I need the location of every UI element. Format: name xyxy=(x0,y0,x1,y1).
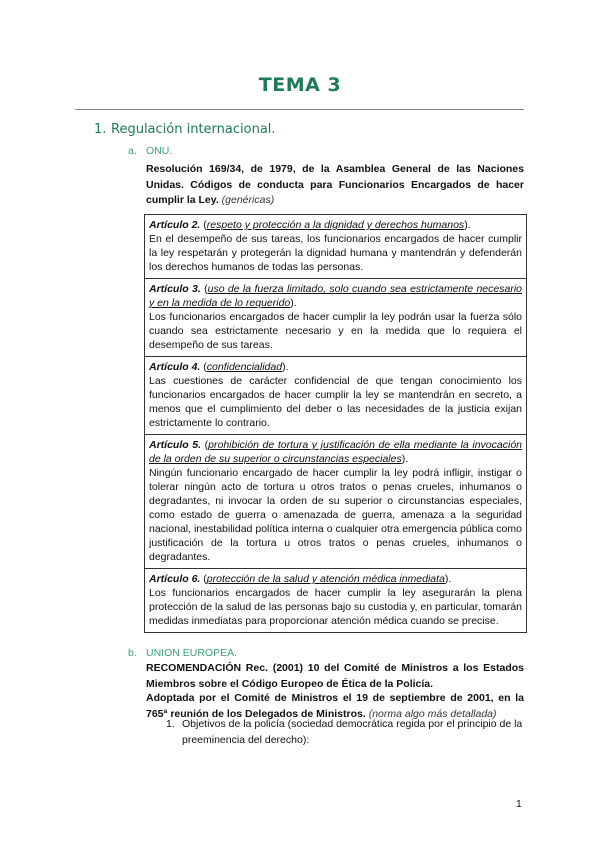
articles-table xyxy=(144,214,527,633)
ue-list-item xyxy=(166,717,524,748)
article-box: Artículo 3. (uso de la fuerza limitado, solo cuando sea estrictamente necesario y en la medida de lo requerido). Los funcionarios encargados de hacer cumplir la ley podrán usar la fuerza sólo cuando sea estrictamente necesario y en la medida que lo requiera el desempeño de sus tareas. xyxy=(145,279,526,357)
onu-intro-note: (genéricas) xyxy=(221,194,275,206)
subsection-letter: a. xyxy=(128,145,137,157)
subsection-ue-heading xyxy=(128,647,237,659)
article-box: Artículo 2. (respeto y protección a la dignidad y derechos humanos). En el desempeño de sus tareas, los funcionarios encargados de hacer cumplir la ley respetarán y protegerán la dignidad humana y mantendrán y defenderán los derechos humanos de todas las personas. xyxy=(145,215,526,279)
section-heading xyxy=(94,122,276,137)
article-text: Los funcionarios encargados de hacer cumplir la ley podrán usar la fuerza sólo cuando sea estrictamente necesario y en la medida que lo requiera el desempeño de sus tareas. xyxy=(149,311,522,351)
article-text: Ningún funcionario encargado de hacer cumplir la ley podrá infligir, instigar o tolerar ningún acto de tortura u otros tratos o penas crueles, inhumanos o degradantes, ni invocar la orden de su superior o circunstancias especiales, como estado de guerra o amenazada de guerra, amenaza a la seguridad nacional, inestabilidad política interna o cualquier otra emergencia pública como justificación de la tortura u otros tratos o penas crueles, inhumanos o degradantes. xyxy=(149,467,522,563)
article-box: Artículo 4. (confidencialidad). Las cuestiones de carácter confidencial de que tengan conocimiento los funcionarios encargados de hacer cumplir la ley se mantendrán en secreto, a menos que el cumplimiento del deber o las necesidades de la justicia exijan estrictamente lo contrario. xyxy=(145,357,526,435)
article-topic: respeto y protección a la dignidad y derechos humanos xyxy=(206,219,465,231)
onu-resolution-title: Resolución 169/34, de 1979, de la Asamblea General de las Naciones Unidas. Códigos de conducta para Funcionarios Encargados de hacer cumplir la Ley. xyxy=(146,163,524,206)
article-text: Las cuestiones de carácter confidencial de que tengan conocimiento los funcionarios encargados de hacer cumplir la ley se mantendrán en secreto, a menos que el cumplimiento del deber o las necesidades de la justicia exijan estrictamente lo contrario. xyxy=(149,375,522,429)
title-divider xyxy=(75,109,524,110)
page-title: TEMA 3 xyxy=(258,74,342,96)
subsection-label: UNION EUROPEA. xyxy=(146,647,238,659)
article-label: Artículo 5. xyxy=(149,439,202,451)
page-number: 1 xyxy=(516,798,522,810)
article-label: Artículo 6. xyxy=(149,573,201,585)
ue-adoption-note: (norma algo más detallada) xyxy=(368,707,497,720)
article-box: Artículo 5. (prohibición de tortura y justificación de ella mediante la invocación de la orden de su superior o circunstancias especiales). Ningún funcionario encargado de hacer cumplir la ley podrá infligir, instigar o tolerar ningún acto de tortura u otros tratos o penas crueles, inhumanos o degradantes, ni invocar la orden de su superior o circunstancias especiales, como estado de guerra o amenazada de guerra, amenaza a la seguridad nacional, inestabilidad política interna o cualquier otra emergencia pública como justificación de la tortura u otros tratos o penas crueles, inhumanos o degradantes. xyxy=(145,435,526,569)
section-label: Regulación internacional. xyxy=(111,122,276,137)
article-topic: protección de la salud y atención médica inmediata xyxy=(206,573,445,585)
onu-intro xyxy=(146,162,524,209)
article-text: En el desempeño de sus tareas, los funcionarios encargados de hacer cumplir la ley respetarán y protegerán la dignidad humana y mantendrán y defenderán los derechos humanos de todas las personas. xyxy=(149,233,522,273)
article-label: Artículo 3. xyxy=(149,283,201,295)
subsection-onu-heading xyxy=(128,145,172,157)
list-item-number: 1. xyxy=(166,718,175,730)
ue-adoption-text: Adoptada por el Comité de Ministros el 19 de septiembre de 2001, en la 765ª reunión de los Delegados de Ministros. xyxy=(146,692,524,720)
article-topic: uso de la fuerza limitado, solo cuando sea estrictamente necesario y en la medida de lo requerido xyxy=(149,283,522,309)
ue-recommendation xyxy=(146,661,524,692)
article-topic: confidencialidad xyxy=(206,361,283,373)
article-label: Artículo 2. xyxy=(149,219,201,231)
article-topic: prohibición de tortura y justificación de ella mediante la invocación de la orden de su superior o circunstancias especiales xyxy=(149,439,522,465)
section-number: 1. xyxy=(94,122,107,137)
subsection-label: ONU. xyxy=(146,145,173,157)
subsection-letter: b. xyxy=(128,647,137,659)
list-item-text: Objetivos de la policía (sociedad democrática regida por el principio de la preeminencia del derecho): xyxy=(182,718,523,746)
article-label: Artículo 4. xyxy=(149,361,201,373)
article-text: Los funcionarios encargados de hacer cumplir la ley asegurarán la plena protección de la salud de las personas bajo su custodia y, en particular, tomarán medidas inmediatas para proporcionar atención médica cuando se precise. xyxy=(149,587,522,627)
ue-recommendation-title: RECOMENDACIÓN Rec. (2001) 10 del Comité de Ministros a los Estados Miembros sobre el Código Europeo de Ética de la Policía. xyxy=(146,662,524,690)
article-box: Artículo 6. (protección de la salud y atención médica inmediata). Los funcionarios encargados de hacer cumplir la ley asegurarán la plena protección de la salud de las personas bajo su custodia y, en particular, tomarán medidas inmediatas para proporcionar atención médica cuando se precise. xyxy=(145,569,526,633)
